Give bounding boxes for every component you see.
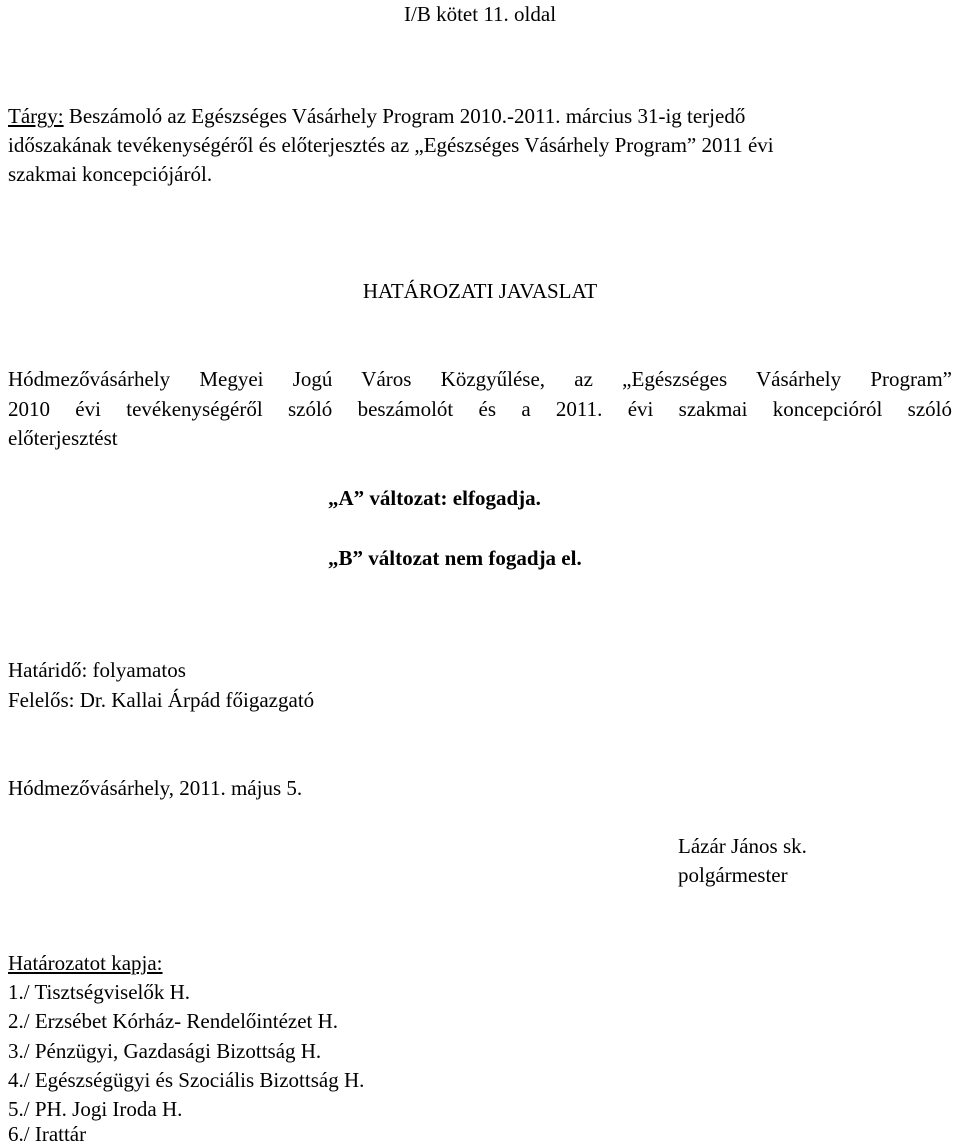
list-item: 5./ PH. Jogi Iroda H. (8, 1097, 183, 1121)
responsible: Felelős: Dr. Kallai Árpád főigazgató (8, 688, 315, 712)
page-reference: I/B kötet 11. oldal (404, 2, 557, 26)
signatory-name: Lázár János sk. (678, 834, 807, 858)
list-item: 1./ Tisztségviselők H. (8, 980, 191, 1004)
subject-line-1 (8, 104, 745, 128)
subject-line-2: időszakának tevékenységéről és előterjesztés az „Egészséges Vásárhely Program” 2011 évi (8, 133, 774, 157)
list-item: 2./ Erzsébet Kórház- Rendelőintézet H. (8, 1009, 339, 1033)
subject-line-3: szakmai koncepciójáról. (8, 162, 213, 186)
list-item: 6./ Irattár (8, 1122, 87, 1146)
subject-label: Tárgy: (8, 104, 64, 128)
subject-line-1-text: Beszámoló az Egészséges Vásárhely Program 2010.-2011. március 31-ig terjedő (63, 104, 746, 128)
proposal-line-2: 2010 évi tevékenységéről szóló beszámolót és a 2011. évi szakmai koncepcióról szóló (8, 397, 952, 421)
list-item: 3./ Pénzügyi, Gazdasági Bizottság H. (8, 1039, 322, 1063)
proposal-line-3: előterjesztést (8, 426, 118, 450)
place-date: Hódmezővásárhely, 2011. május 5. (8, 776, 303, 800)
list-item: 4./ Egészségügyi és Szociális Bizottság H. (8, 1068, 365, 1092)
variant-b: „B” változat nem fogadja el. (328, 546, 582, 570)
signatory-title: polgármester (678, 863, 788, 887)
deadline: Határidő: folyamatos (8, 658, 186, 682)
proposal-title: HATÁROZATI JAVASLAT (362, 279, 598, 303)
proposal-line-1: Hódmezővásárhely Megyei Jogú Város Közgyűlése, az „Egészséges Vásárhely Program” (8, 367, 952, 391)
recipients-heading: Határozatot kapja: (8, 951, 163, 975)
variant-a: „A” változat: elfogadja. (328, 486, 541, 510)
